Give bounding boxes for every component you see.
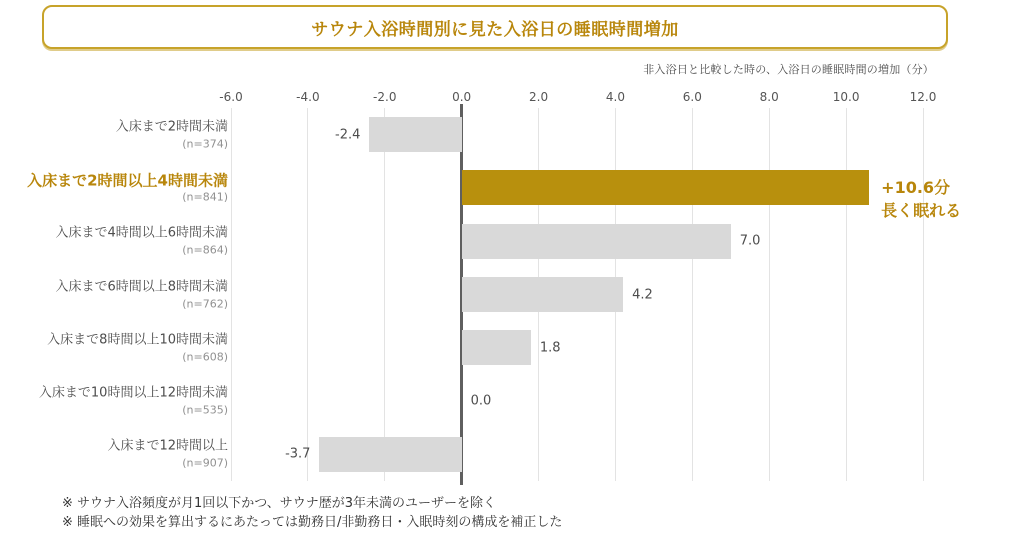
chart-title: サウナ入浴時間別に見た入浴日の睡眠時間増加 [311,19,679,40]
bar-value-label: 4.2 [632,287,653,302]
gridline [307,108,308,481]
x-axis-tick-label: 12.0 [909,90,937,104]
annotation-line: +10.6分 [881,177,951,197]
category-sample-size: (n=535) [182,403,228,417]
bar-value-label: 7.0 [739,233,761,249]
gridline [846,108,847,481]
category-label-text: 入床まで12時間以上 [107,438,228,454]
gridline [384,108,385,481]
footnote-line-1: ※ サウナ入浴頻度が月1回以下かつ、サウナ歴が3年未満のユーザーを除く [62,496,497,511]
category-label-text: 入床まで6時間以上8時間未満 [55,279,228,294]
category-label-text: 入床まで4時間以上6時間未満 [55,225,228,241]
x-axis-tick-label: 6.0 [682,90,702,104]
gridline [692,108,693,481]
bar [319,437,461,472]
x-axis-tick-label: 10.0 [832,90,860,104]
bar-value-label: 0.0 [470,393,492,409]
bar [369,117,461,152]
gridline [923,108,924,481]
footnotes [62,494,562,532]
category-label [55,278,228,311]
x-axis-tick-label: 2.0 [529,90,549,104]
category-label [116,118,228,151]
category-sample-size: (n=841) [182,190,228,204]
bar-value-label: -3.7 [285,446,311,462]
category-label [27,171,228,204]
x-axis-tick-label: 0.0 [452,90,472,104]
gridline [231,108,232,481]
category-label [39,385,228,418]
category-sample-size: (n=374) [182,137,228,151]
category-sample-size: (n=907) [182,456,228,470]
x-axis-tick-label: -2.0 [373,90,397,104]
x-axis-tick-label: 8.0 [759,90,779,104]
category-label [107,438,228,471]
x-axis-tick-label: -6.0 [219,90,243,104]
category-sample-size: (n=864) [182,243,228,257]
annotation-line: 長く眠れる [881,200,962,220]
footnote-line-2: ※ 睡眠への効果を算出するにあたっては勤務日/非勤務日・入眠時刻の構成を補正した [62,515,563,530]
highlight-annotation [881,176,961,222]
bar [462,330,531,365]
bar-value-label: 1.8 [539,340,561,356]
category-label [47,331,228,364]
category-label-text: 入床まで8時間以上10時間未満 [47,332,228,348]
category-label-text: 入床まで10時間以上12時間未満 [38,385,228,401]
category-sample-size: (n=762) [182,297,228,310]
gridline [769,108,770,481]
category-label-text: 入床まで2時間未満 [115,119,228,135]
x-axis-caption: 非入浴日と比較した時の、入浴日の睡眠時間の増加（分） [643,63,934,76]
x-axis-tick-label: -4.0 [296,90,320,104]
bar-value-label: -2.4 [335,127,361,143]
category-sample-size: (n=608) [182,350,228,364]
x-axis-tick-label: 4.0 [605,90,625,104]
category-label [55,225,228,258]
category-label-text: 入床まで2時間以上4時間未満 [27,171,228,190]
bar [462,224,731,259]
highlighted-bar [462,170,870,205]
bar [462,277,623,312]
